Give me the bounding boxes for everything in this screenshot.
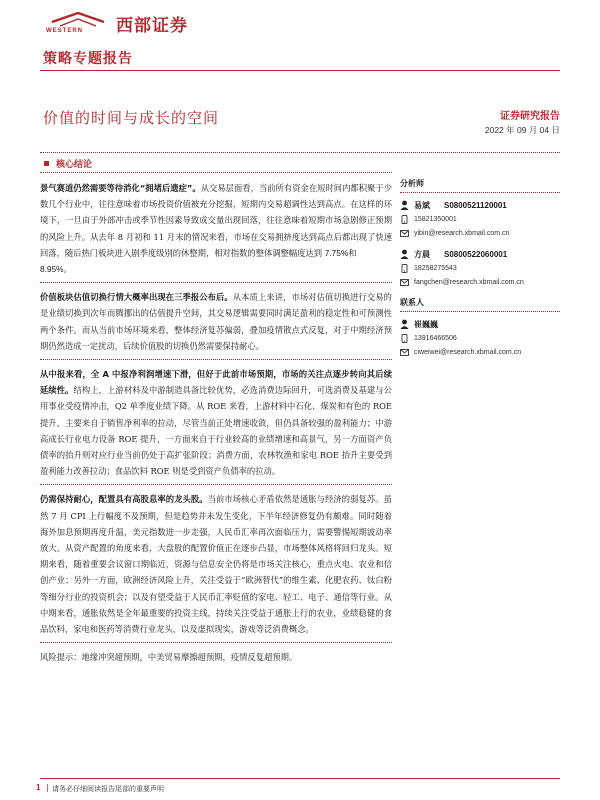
- analyst-name: 方晨: [414, 249, 430, 259]
- analyst-1: [400, 198, 560, 212]
- paragraph-1: [40, 180, 392, 277]
- main-body: [40, 180, 392, 665]
- report-type: 策略专题报告: [43, 51, 133, 67]
- section-label: 核心结论: [56, 160, 93, 170]
- analyst-panel: [400, 178, 560, 359]
- value-2: 8.95%: [40, 264, 64, 275]
- person-icon: [400, 200, 409, 210]
- paragraph-1-text: 从交易层面看，当前所有资金在短时间内都积聚于少数几个行业中，往往意味着市场投资价值被充分挖掘，短期内交易超调性达到高点。在这样的环境下，一旦由于外部冲击或季节性因素导致成交量出现回落，往往意味着短期市场急剧修正预期的风险上升。从去年 8 月初和 11 月末的情况来看，市场在交易拥挤度达到高点后都出现了快速回落，随后热门板块进入剧季度级别的休整期，相对指数的整体调整幅度达到: [40, 183, 392, 258]
- email-icon: [400, 278, 409, 287]
- paragraph-4: [40, 491, 392, 637]
- paragraph-1-end: 。: [63, 264, 72, 275]
- contact-email: [400, 345, 560, 359]
- footer-disclaimer: 请务必仔细阅读报告尾部的重要声明: [52, 785, 164, 793]
- paragraph-divider: [40, 359, 392, 360]
- value-1: 7.75%: [324, 247, 349, 258]
- contact-name: 崔巍巍: [414, 319, 438, 329]
- paragraph-2: [40, 289, 392, 354]
- analyst-1-phone: [400, 212, 560, 226]
- page-title: 价值的时间与成长的空间: [43, 109, 220, 127]
- logo-text: WESTERN: [46, 28, 83, 34]
- analyst-2: [400, 247, 560, 261]
- email-link[interactable]: ciweiwei@research.xbmail.com.cn: [414, 348, 522, 356]
- analyst-cert: S0800521120001: [444, 200, 507, 210]
- contact-heading: 联系人: [400, 297, 560, 312]
- brand-name: 西部证券: [116, 16, 188, 36]
- email-link[interactable]: yibin@research.xbmail.com.cn: [414, 229, 510, 237]
- phone-number: 18258275543: [414, 264, 457, 272]
- section-divider-lower: [40, 172, 392, 173]
- series-label: 证券研究报告: [500, 111, 560, 122]
- paragraph-1-mid: 和: [348, 247, 357, 258]
- western-logo-icon: [50, 10, 106, 30]
- paragraph-4-text: 当前市场核心矛盾依然是通胀与经济的弱复苏。虽然 7 月 CPI 上行幅度不及预期，但是趋势并未发生变化，下半年经济修复仍有颇难。同时随着海外加息预期再度升温，美元指数进一步走强，人民币汇率再次面临压力，需要警惕短期波动率放大。从资产配置的角度来看，大盘股的配置价值正在逐步凸显，市场整体风格将回归龙头。短期来看，随着重要会议窗口期临近，资源与信息安全仍将是市场关注核心，重点火电、农业和信创产业；另外一方面，欧洲经济风险上升，关注受益于“欧洲替代”的维生素、化肥农药、钛白粉等细分行业的投资机会；以及有望受益于人民币汇率贬值的家电、轻工、电子、通信等行业。从中期来看，通胀依然是全年最重要的投资主线，持续关注受益于通胀上行的农业，业绩稳健的食品饮料，家电和医药等消费行业龙头，以及虚拟现实，游戏等泛消费概念。: [40, 494, 392, 635]
- contact-phone: [400, 331, 560, 345]
- footer-divider: [40, 778, 560, 779]
- paragraph-4-lead: 仍需保持耐心，配置具有高股息率的龙头股。: [40, 494, 208, 505]
- phone-icon: [400, 264, 409, 273]
- analyst-cert: S0800522060001: [444, 249, 508, 259]
- phone-icon: [400, 215, 409, 224]
- page-number: 1: [36, 783, 41, 792]
- footer-separator: |: [46, 783, 49, 792]
- report-date: 2022 年 09 月 04 日: [484, 125, 560, 135]
- section-bullet-icon: [44, 161, 49, 166]
- email-link[interactable]: fangchen@research.xbmail.com.cn: [414, 278, 524, 286]
- contact-person: [400, 317, 560, 331]
- paragraph-divider: [40, 484, 392, 485]
- paragraph-1-lead: 景气赛道仍然需要等待消化“拥堵后遗症”。: [40, 183, 201, 193]
- email-icon: [400, 348, 409, 357]
- email-icon: [400, 229, 409, 238]
- paragraph-3: [40, 366, 392, 479]
- analyst-name: 易斌: [414, 200, 430, 210]
- person-icon: [400, 319, 409, 329]
- risk-warning: 风险提示：地缘冲突超预期，中美贸易摩擦超预期，疫情反复超预期。: [40, 652, 298, 663]
- phone-number: 13916466506: [414, 334, 457, 342]
- phone-number: 15821350001: [414, 215, 457, 223]
- paragraph-3-lead: 从中报来看，全 A 中报净利润增速下滑，但好于此前市场预期，市场的关注点逐步转向其后续延续性。: [40, 369, 392, 396]
- phone-icon: [400, 334, 409, 343]
- person-icon: [400, 249, 409, 259]
- paragraph-2-text: 从本质上来讲，市场对估值切换进行交易的是业绩切换到次年而腾挪出的估值提升空间，其交易逻辑需要同时满足盈利的稳定性和可预测性两个条件。而从当前市场环境来看，整体经济复苏偏弱，叠加疫情散点式反复，对于中期经济预期仍然造成一定扰动，后续价值股的切换仍然需要保持耐心。: [40, 292, 392, 351]
- analyst-1-email: [400, 226, 560, 240]
- header-divider: [40, 70, 560, 71]
- paragraph-divider: [40, 282, 392, 283]
- section-divider: [40, 152, 560, 153]
- analyst-2-email: [400, 275, 560, 289]
- analyst-2-phone: [400, 261, 560, 275]
- paragraph-3-text: 结构上，上游材料及中游制造具备比较优势，必选消费边际回升，可选消费及基建与公用事业受疫情冲击，Q2 单季度业绩下降。从 ROE 来看，上游材料中石化、煤炭和有色的 ROE 提升，主要来自于销售净利率的拉动，尽管当前正处增速收敛，但仍具备较强的盈利能力；中游高成长行业电力设备 ROE 提升，一方面来自于行业较高的业绩增速和高景气，另一方面资产负债率的抬升则对应行业当前仍处于高扩张阶段；消费方面，农林牧渔和家电 ROE 抬升主要受到盈利能力改善拉动；食品饮料 ROE 则是受到资产负债率的拉动。: [40, 385, 392, 477]
- paragraph-divider: [40, 642, 392, 643]
- paragraph-2-lead: 价值板块估值切换行情大概率出现在三季报公布后。: [40, 292, 233, 303]
- analysts-heading: 分析师: [400, 178, 560, 193]
